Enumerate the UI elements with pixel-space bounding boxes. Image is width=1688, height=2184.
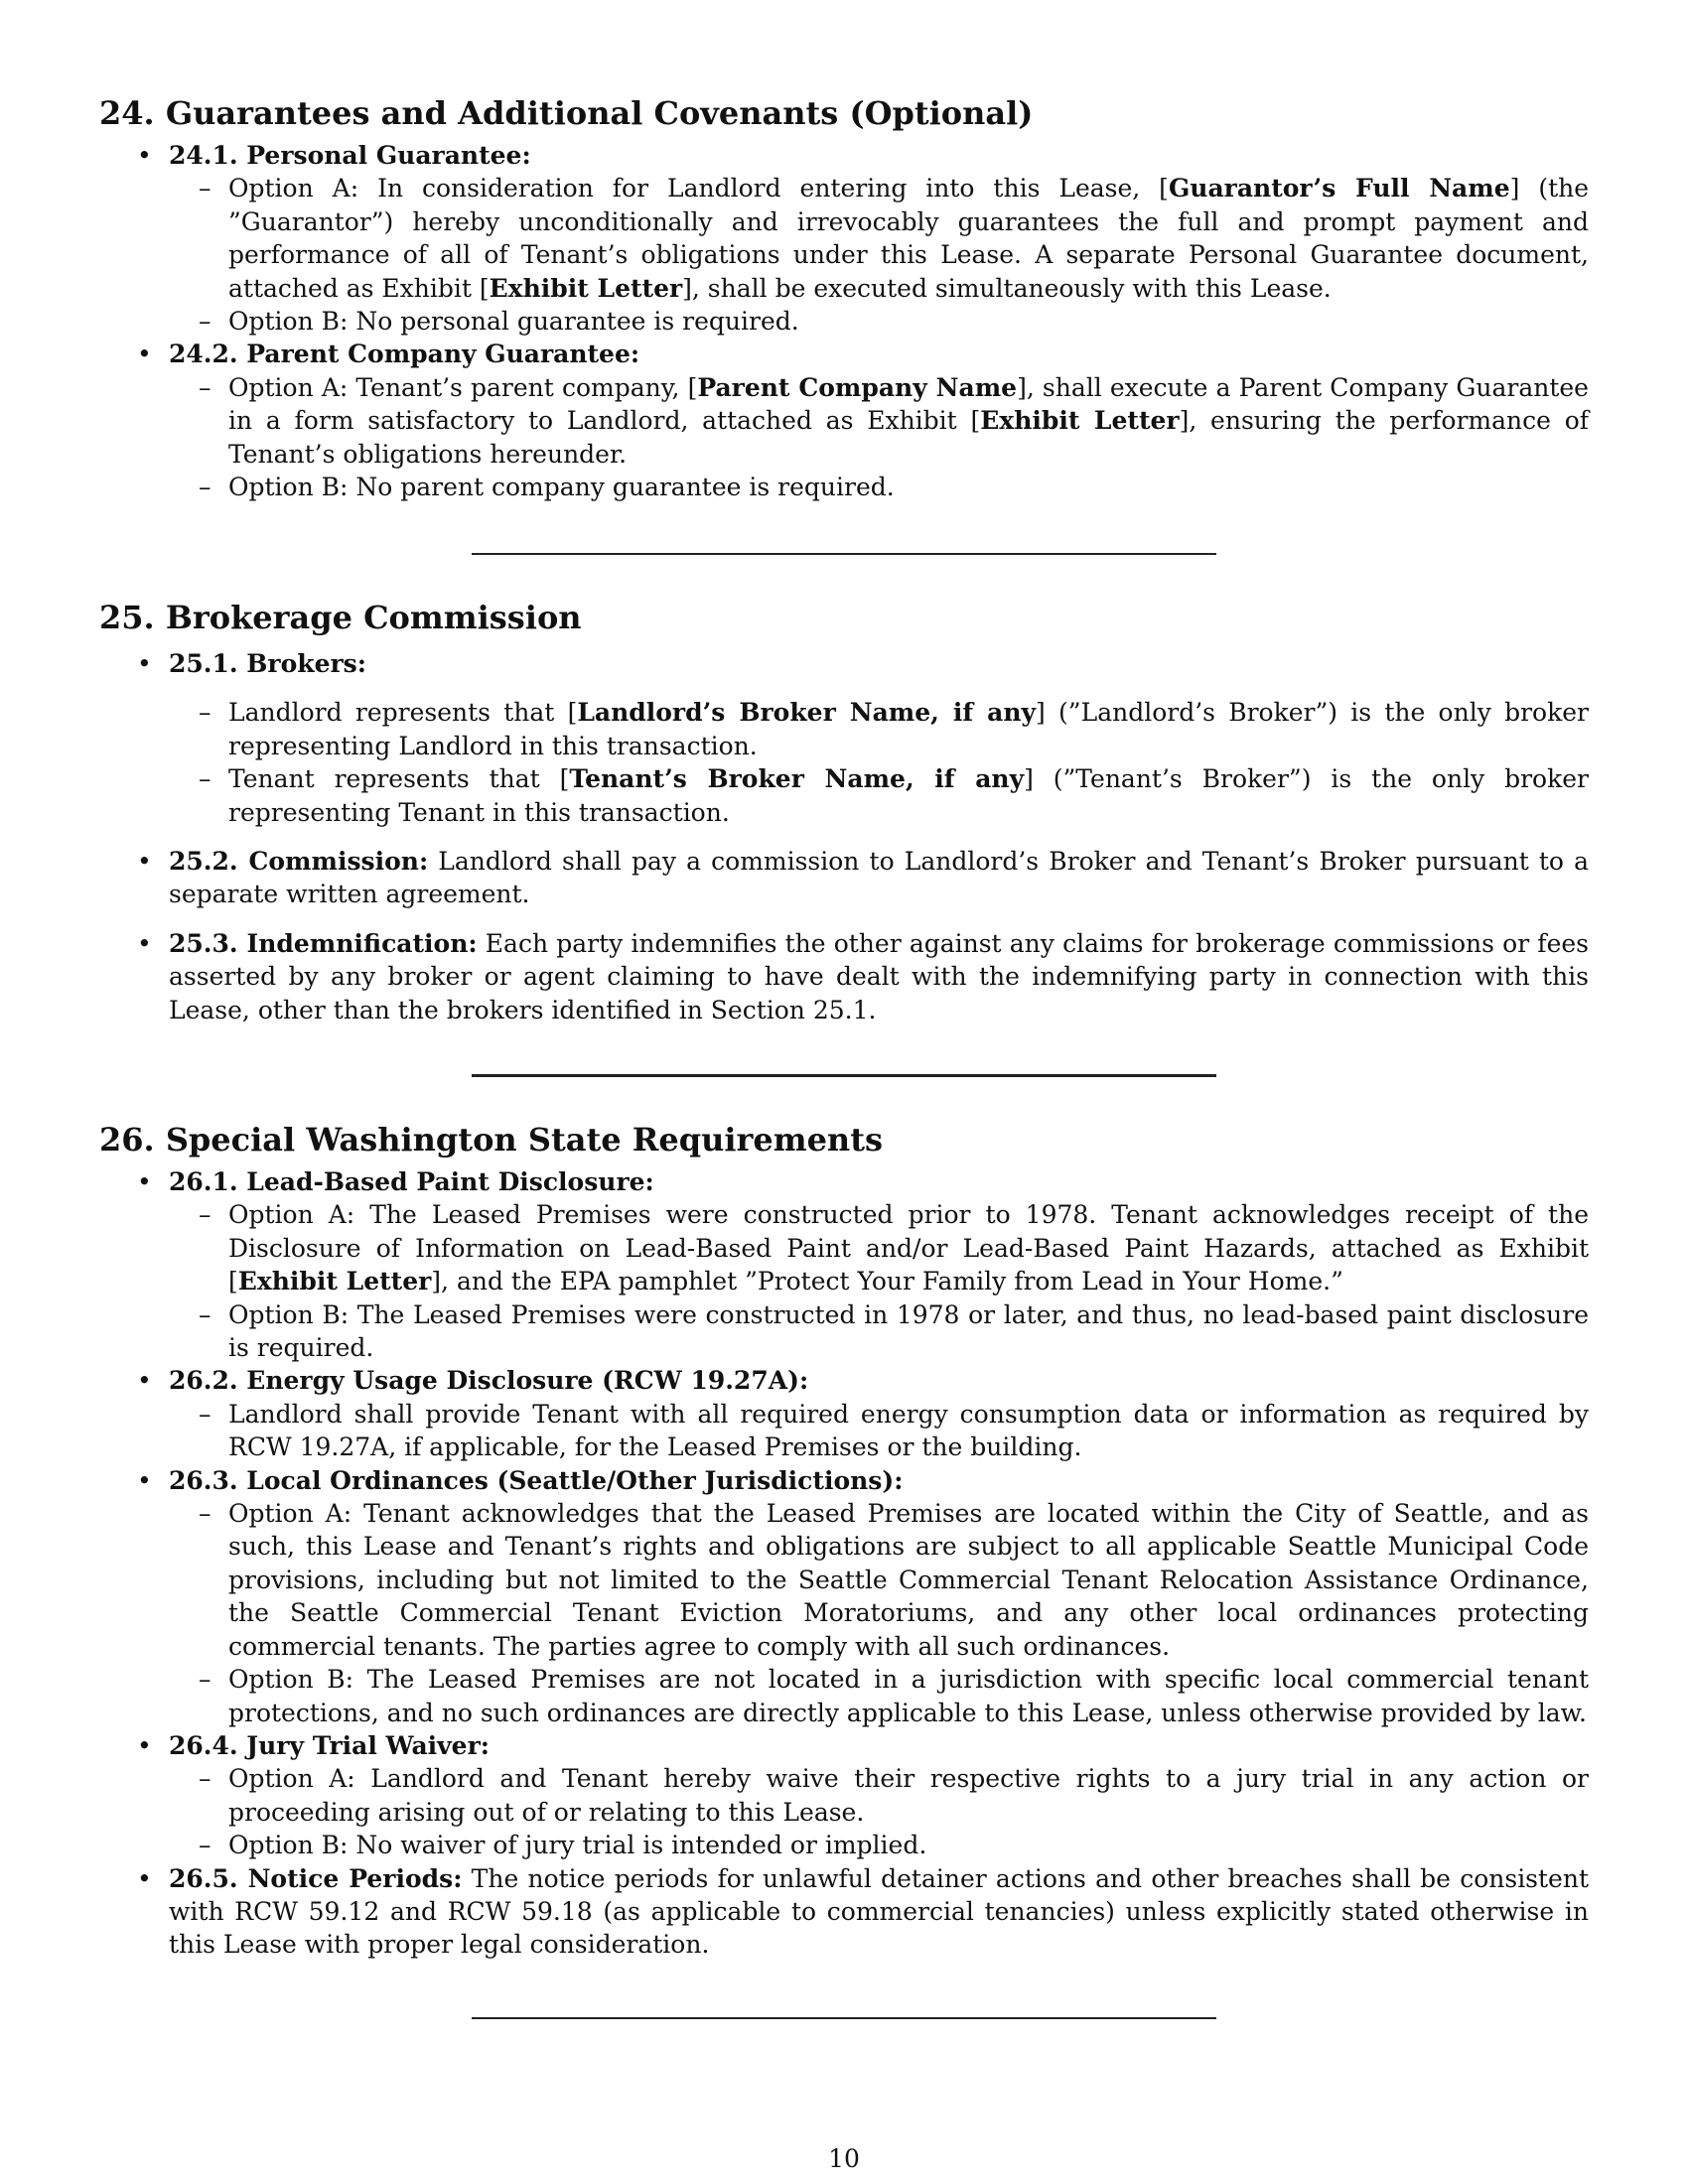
item-label: 24.1. Personal Guarantee: <box>169 141 531 170</box>
sub-list <box>169 1497 1589 1729</box>
text: Option A: The Leased Premises were constructed prior to 1978. Tenant acknowledges receipt of the Disclosure of Information on Lead-Based Paint and/or Lead-Based Paint Hazards, attached as Exhibit [ <box>228 1200 1589 1297</box>
item-label: 24.2. Parent Company Guarantee: <box>169 340 640 369</box>
sub-list <box>169 172 1589 338</box>
item-label: 26.4. Jury Trial Waiver: <box>169 1730 490 1760</box>
sub-item: – Option B: No personal guarantee is required. <box>169 305 1589 338</box>
section-list <box>99 647 1589 1026</box>
item-label: 25.3. Indemnification: <box>169 928 478 958</box>
text: The notice periods for unlawful detainer actions and other breaches shall be consistent with RCW 59.12 and RCW 59.18 (as applicable to commercial tenancies) unless explicitly stated otherwise in this Lease with proper legal consideration. <box>169 1863 1590 1960</box>
text: ] (the ”Guarantor”) hereby unconditionally and irrevocably guarantees the full and prompt payment and performance of all of Tenant’s obligations under this Lease. A separate Personal Guarantee document, attached as Exhibit [ <box>228 174 1590 303</box>
page-number: 10 <box>828 2144 860 2173</box>
list-item <box>99 1862 1589 1962</box>
sub-list <box>169 371 1589 504</box>
placeholder-exhibit: Exhibit Letter <box>237 1267 432 1297</box>
list-item <box>99 139 1589 338</box>
sub-item: – Option A: Tenant acknowledges that the Leased Premises are located within the City of Seattle, and as such, this Lease and Tenant’s rights and obligations are subject to all applicable Seattle Municipal Code provisions, including but not limited to the Seattle Commercial Tenant Relocation Assistance Ordinance, the Seattle Commercial Tenant Eviction Moratoriums, and any other local ordinances protecting commercial tenants. The parties agree to comply with all such ordinances. <box>169 1497 1589 1663</box>
section-heading: 26. Special Washington State Requirements <box>99 1121 883 1159</box>
placeholder-tenant-broker: Tenant’s Broker Name, if any <box>569 764 1025 794</box>
text: Landlord shall pay a commission to Landlord’s Broker and Tenant’s Broker pursuant to a separate written agreement. <box>169 847 1589 909</box>
text: ], shall execute a Parent Company Guarantee in a form satisfactory to Landlord, attached as Exhibit [ <box>228 372 1589 436</box>
item-label: 26.1. Lead-Based Paint Disclosure: <box>169 1167 654 1196</box>
text: Landlord represents that [ <box>228 698 578 728</box>
sub-item: – Option B: The Leased Premises were constructed in 1978 or later, and thus, no lead-based paint disclosure is required. <box>169 1298 1589 1365</box>
section-list <box>99 139 1589 503</box>
list-item <box>99 927 1589 1026</box>
text: ], ensuring the performance of Tenant’s obligations hereunder. <box>228 406 1589 469</box>
sub-item <box>169 371 1589 471</box>
sub-list <box>169 696 1589 829</box>
sub-list <box>169 1762 1589 1861</box>
section-list <box>99 1165 1589 1962</box>
placeholder-parent-company: Parent Company Name <box>697 372 1018 402</box>
text: Option A: Tenant’s parent company, [ <box>228 372 698 402</box>
section-heading: 24. Guarantees and Additional Covenants (Optional) <box>99 94 1034 132</box>
sub-item: – Option B: The Leased Premises are not located in a jurisdiction with specific local commercial tenant protections, and no such ordinances are directly applicable to this Lease, unless otherwise provided by law. <box>169 1663 1589 1729</box>
item-label: 26.5. Notice Periods: <box>169 1863 463 1893</box>
sub-item: – Option B: No waiver of jury trial is intended or implied. <box>169 1829 1589 1861</box>
section-divider <box>472 2017 1216 2019</box>
text: ], shall be executed simultaneously with this Lease. <box>682 273 1332 303</box>
list-item <box>99 1464 1589 1729</box>
sub-item: – Landlord shall provide Tenant with all required energy consumption data or information as required by RCW 19.27A, if applicable, for the Leased Premises or the building. <box>169 1398 1589 1464</box>
placeholder-exhibit: Exhibit Letter <box>980 406 1180 436</box>
text: ], and the EPA pamphlet ”Protect Your Family from Lead in Your Home.” <box>431 1267 1343 1297</box>
section-26 <box>99 1120 1589 1962</box>
placeholder-guarantor: Guarantor’s Full Name <box>1168 174 1510 204</box>
item-label: 26.2. Energy Usage Disclosure (RCW 19.27A): <box>169 1366 809 1396</box>
item-label: 25.2. Commission: <box>169 847 429 877</box>
list-item <box>99 1729 1589 1862</box>
section-24 <box>99 93 1589 503</box>
sub-item <box>169 762 1589 829</box>
text: Tenant represents that [ <box>228 764 570 794</box>
sub-item: – Option A: Landlord and Tenant hereby waive their respective rights to a jury trial in any action or proceeding arising out of or relating to this Lease. <box>169 1762 1589 1829</box>
list-item <box>99 647 1589 829</box>
section-divider <box>472 553 1216 555</box>
sub-list <box>169 1398 1589 1464</box>
sub-item: – Option B: No parent company guarantee is required. <box>169 471 1589 503</box>
item-label: 26.3. Local Ordinances (Seattle/Other Jurisdictions): <box>169 1465 904 1495</box>
section-divider <box>472 1074 1216 1077</box>
sub-list <box>169 1198 1589 1364</box>
list-item <box>99 1364 1589 1463</box>
section-heading: 25. Brokerage Commission <box>99 599 582 636</box>
list-item <box>99 1165 1589 1364</box>
list-item <box>99 845 1589 911</box>
sub-item <box>169 1198 1589 1297</box>
text: Each party indemnifies the other against any claims for brokerage commissions or fees asserted by any broker or agent claiming to have dealt with the indemnifying party in connection with this Lease, other than the brokers identified in Section 25.1. <box>169 928 1589 1024</box>
sub-item <box>169 172 1589 305</box>
text: ] (”Landlord’s Broker”) is the only broker representing Landlord in this transaction. <box>228 698 1589 760</box>
section-25 <box>99 598 1589 1026</box>
list-item <box>99 338 1589 503</box>
text: ] (”Tenant’s Broker”) is the only broker representing Tenant in this transaction. <box>228 764 1589 827</box>
sub-item <box>169 696 1589 762</box>
placeholder-exhibit: Exhibit Letter <box>489 273 683 303</box>
item-label: 25.1. Brokers: <box>169 649 366 678</box>
placeholder-landlord-broker: Landlord’s Broker Name, if any <box>577 698 1037 728</box>
text: Option A: In consideration for Landlord entering into this Lease, [ <box>228 174 1169 204</box>
